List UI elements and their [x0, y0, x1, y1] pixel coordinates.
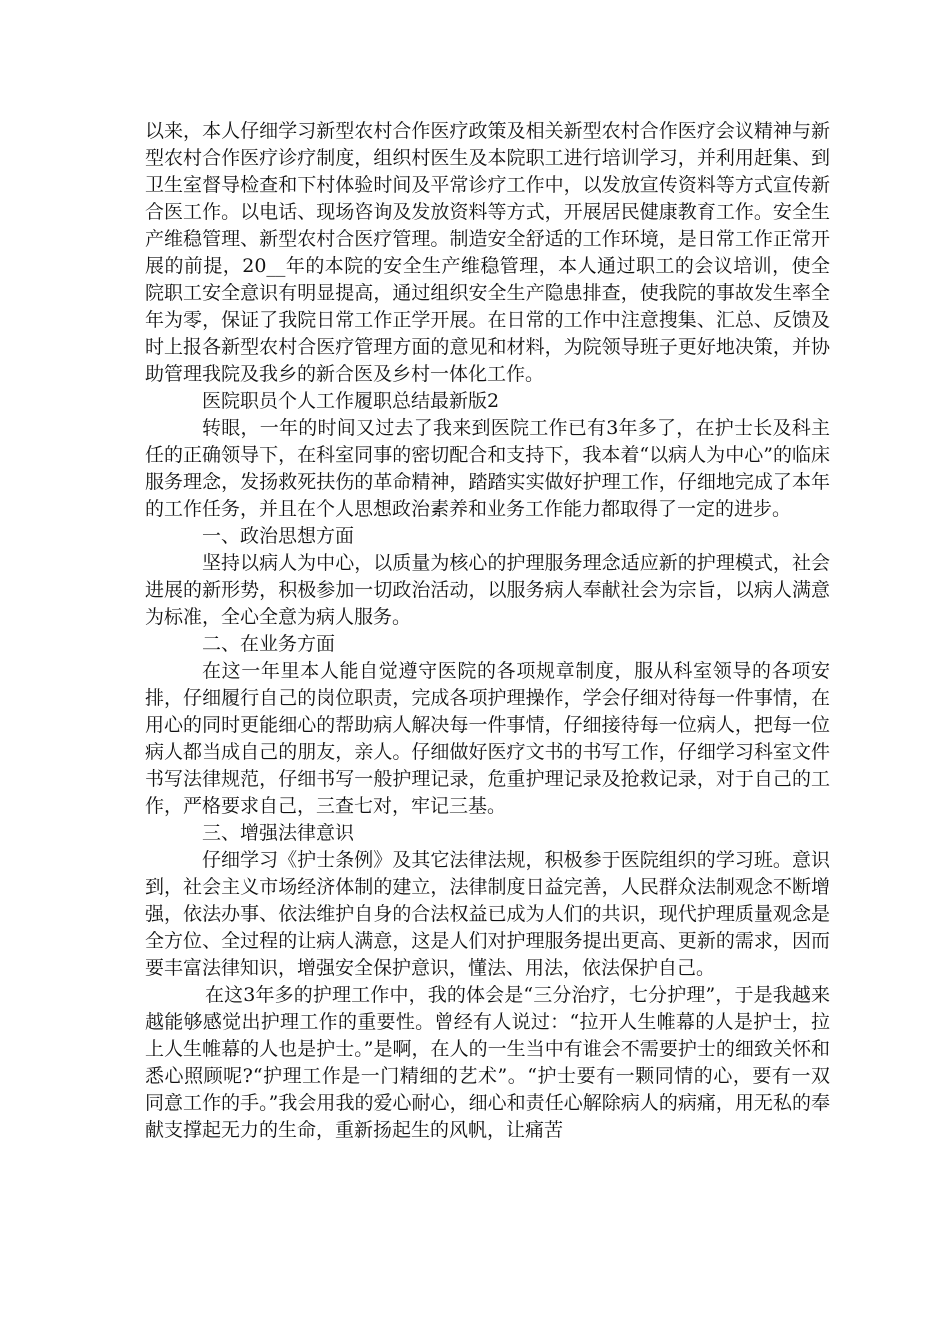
body-paragraph: 在这3年多的护理工作中，我的体会是“三分治疗，七分护理”，于是我越来越能够感觉出护理工作的重要性。曾经有人说过：“拉开人生帷幕的人是护士，拉上人生帷幕的人也是护士。”是啊，在人的一生当中有谁会不需要护士的细致关怀和悉心照顾呢?“护理工作是一门精细的艺术”。“护士要有一颗同情的心，要有一双同意工作的手。”我会用我的爱心耐心，细心和责任心解除病人的病痛，用无私的奉献支撑起无力的生命，重新扬起生的风帆，让痛苦	[145, 984, 830, 1141]
body-paragraph: 在这一年里本人能自觉遵守医院的各项规章制度，服从科室领导的各项安排，仔细履行自己的岗位职责，完成各项护理操作，学会仔细对待每一件事情，在用心的同时更能细心的帮助病人解决每一件事情，仔细接待每一位病人，把每一位病人都当成自己的朋友，亲人。仔细做好医疗文书的书写工作，仔细学习科室文件书写法律规范，仔细书写一般护理记录，危重护理记录及抢救记录，对于自己的工作，严格要求自己，三查七对，牢记三基。	[145, 660, 830, 817]
section-heading: 三、增强法律意识	[202, 822, 355, 844]
document-page	[145, 118, 830, 1144]
body-paragraph: 仔细学习《护士条例》及其它法律法规，积极参于医院组织的学习班。意识到，社会主义市场经济体制的建立，法律制度日益完善，人民群众法制观念不断增强，依法办事、依法维护自身的合法权益已成为人们的共识，现代护理质量观念是全方位、全过程的让病人满意，这是人们对护理服务提出更高、更新的需求，因而要丰富法律知识，增强安全保护意识，懂法、用法，依法保护自己。	[145, 849, 830, 979]
body-paragraph: 以来，本人仔细学习新型农村合作医疗政策及相关新型农村合作医疗会议精神与新型农村合作医疗诊疗制度，组织村医生及本院职工进行培训学习，并利用赶集、到卫生室督导检查和下村体验时间及平常诊疗工作中，以发放宣传资料等方式宣传新合医工作。以电话、现场咨询及发放资料等方式，开展居民健康教育工作。安全生产维稳管理、新型农村合医疗管理。制造安全舒适的工作环境，是日常工作正常开展的前提，20__年的本院的安全生产维稳管理，本人通过职工的会议培训，使全院职工安全意识有明显提高，通过组织安全生产隐患排查，使我院的事故发生率全年为零，保证了我院日常工作正学开展。在日常的工作中注意搜集、汇总、反馈及时上报各新型农村合医疗管理方面的意见和材料，为院领导班子更好地决策，并协助管理我院及我乡的新合医及乡村一体化工作。	[145, 120, 830, 385]
body-paragraph: 转眼，一年的时间又过去了我来到医院工作已有3年多了，在护士长及科主任的正确领导下，在科室同事的密切配合和支持下，我本着“以病人为中心”的临床服务理念，发扬救死扶伤的革命精神，踏踏实实做好护理工作，仔细地完成了本年的工作任务，并且在个人思想政治素养和业务工作能力都取得了一定的进步。	[145, 417, 830, 520]
body-paragraph: 坚持以病人为中心，以质量为核心的护理服务理念适应新的护理模式，社会进展的新形势，积极参加一切政治活动，以服务病人奉献社会为宗旨，以病人满意为标准，全心全意为病人服务。	[145, 552, 830, 628]
section-heading: 一、政治思想方面	[202, 525, 355, 547]
section-title: 医院职员个人工作履职总结最新版2	[202, 390, 500, 412]
section-heading: 二、在业务方面	[202, 633, 336, 655]
